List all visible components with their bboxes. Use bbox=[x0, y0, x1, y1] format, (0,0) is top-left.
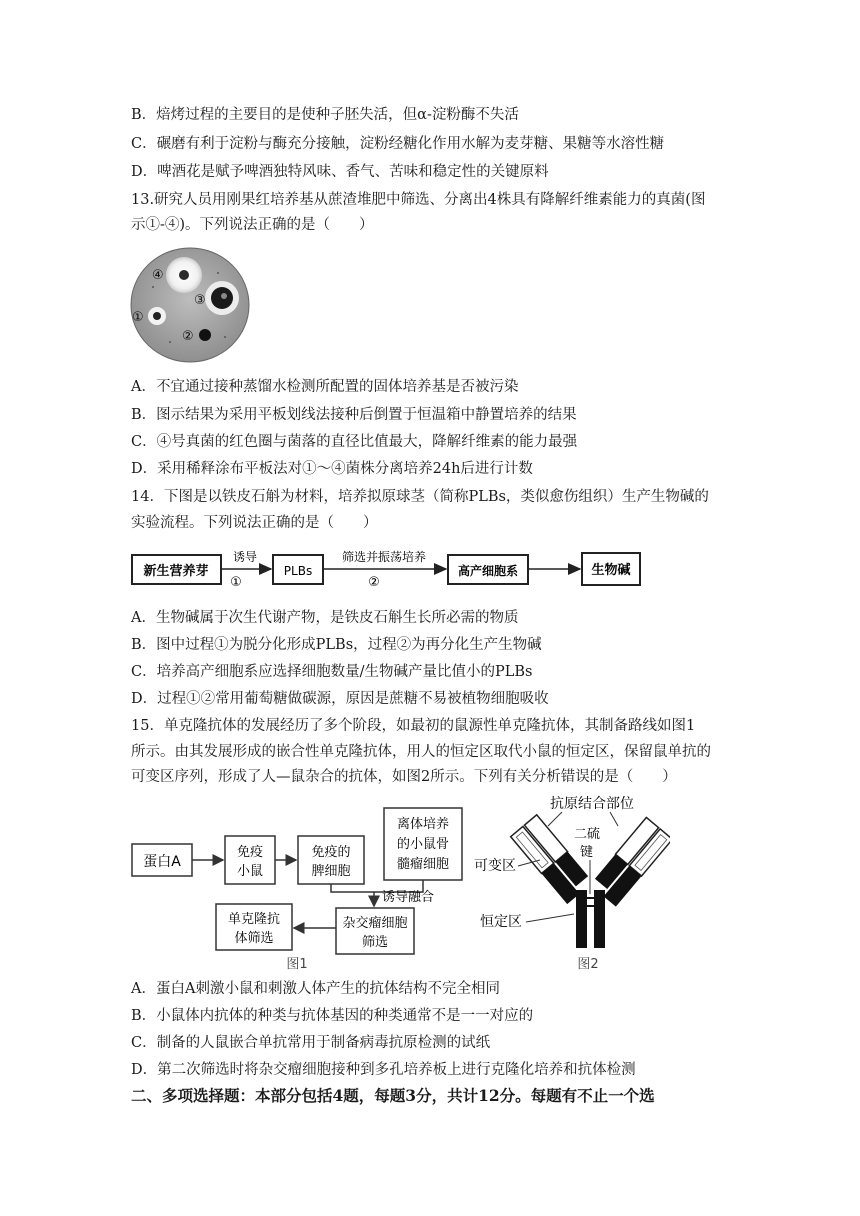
dish-label-4: ④ bbox=[152, 268, 164, 283]
q13-option-a: A．不宜通过接种蒸馏水检测所配置的固体培养基是否被污染 bbox=[131, 379, 519, 395]
fig1-hybrid-l1: 杂交瘤细胞 bbox=[342, 916, 408, 931]
flow-arrow2-top: 筛选并振荡培养 bbox=[341, 550, 427, 564]
q15-option-d: D．第二次筛选时将杂交瘤细胞接种到多孔培养板上进行克隆化培养和抗体检测 bbox=[131, 1062, 636, 1078]
q12-option-c: C．碾磨有利于淀粉与酶充分接触，淀粉经糖化作用水解为麦芽糖、果糖等水溶性糖 bbox=[131, 136, 665, 152]
fig1-caption: 图1 bbox=[286, 957, 308, 972]
flow-arrow1-top: 诱导 bbox=[232, 550, 258, 564]
q15-option-a: A．蛋白A刺激小鼠和刺激人体产生的抗体结构不完全相同 bbox=[131, 981, 500, 997]
section-2-heading: 二、多项选择题：本部分包括4题，每题3分，共计12分。每题有不止一个选 bbox=[131, 1086, 655, 1105]
petri-dish-figure bbox=[130, 247, 250, 365]
fig1-hybrid-l2: 筛选 bbox=[361, 935, 389, 950]
fig1-myeloma-l3: 髓瘤细胞 bbox=[396, 857, 450, 872]
fig1-mouse-l2: 小鼠 bbox=[236, 864, 264, 879]
figure-1-flowchart bbox=[130, 800, 480, 972]
fig1-mouse-l1: 免疫 bbox=[236, 845, 264, 860]
plb-flowchart bbox=[130, 545, 645, 593]
dish-label-1: ① bbox=[132, 310, 144, 325]
fig2-constant-label: 恒定区 bbox=[480, 914, 522, 930]
flow-box-plbs-label: PLBs bbox=[283, 564, 313, 578]
flow-box-highline-label: 高产细胞系 bbox=[457, 564, 519, 578]
colony-1 bbox=[153, 312, 161, 320]
q14-option-b: B．图中过程①为脱分化形成PLBs，过程②为再分化生产生物碱 bbox=[131, 637, 542, 653]
flow-box-alkaloid-label: 生物碱 bbox=[591, 563, 631, 578]
q13-option-d: D．采用稀释涂布平板法对①～④菌株分离培养24h后进行计数 bbox=[131, 461, 533, 477]
flow-arrow1-bottom: ① bbox=[230, 575, 242, 590]
colony-4 bbox=[179, 270, 189, 280]
q12-option-d: D．啤酒花是赋予啤酒独特风味、香气、苦味和稳定性的关键原料 bbox=[131, 164, 549, 180]
q15-stem-line3: 可变区序列，形成了人—鼠杂合的抗体，如图2所示。下列有关分析错误的是（ ） bbox=[131, 769, 677, 785]
q14-option-c: C．培养高产细胞系应选择细胞数量/生物碱产量比值小的PLBs bbox=[131, 664, 533, 680]
fig1-myeloma-l2: 的小鼠骨 bbox=[396, 837, 450, 852]
colony-2 bbox=[199, 329, 211, 341]
dish-label-2: ② bbox=[182, 329, 194, 344]
fig1-protein-label: 蛋白A bbox=[143, 854, 181, 870]
q15-stem-line1: 15．单克隆抗体的发展经历了多个阶段，如最初的鼠源性单克隆抗体，其制备路线如图1 bbox=[131, 718, 696, 734]
fig2-disulfide-l1: 二硫 bbox=[574, 827, 601, 842]
fig1-fusion-label: 诱导融合 bbox=[382, 890, 435, 905]
q15-stem-line2: 所示。由其发展形成的嵌合性单克隆抗体，用人的恒定区取代小鼠的恒定区，保留鼠单抗的 bbox=[131, 744, 711, 760]
q14-stem-line2: 实验流程。下列说法正确的是（ ） bbox=[131, 515, 378, 531]
fig2-stem-left bbox=[576, 890, 587, 948]
flow-arrow2-bottom: ② bbox=[368, 575, 380, 590]
q14-stem-line1: 14．下图是以铁皮石斛为材料，培养拟原球茎（简称PLBs，类似愈伤组织）生产生物碱的 bbox=[131, 489, 709, 505]
fig1-spleen-l2: 脾细胞 bbox=[311, 864, 351, 879]
flow-box-buds-label: 新生营养芽 bbox=[143, 564, 209, 579]
fig2-binding-label: 抗原结合部位 bbox=[550, 796, 634, 812]
dish-label-3: ③ bbox=[194, 293, 206, 308]
fig1-myeloma-l1: 离体培养 bbox=[396, 817, 450, 832]
fig1-screen-l1: 单克隆抗 bbox=[227, 912, 281, 927]
fig2-disulfide-l2: 键 bbox=[580, 845, 594, 860]
fig2-stem-right bbox=[594, 890, 605, 948]
fig1-spleen-l1: 免疫的 bbox=[311, 845, 351, 860]
fig2-variable-label: 可变区 bbox=[474, 858, 516, 874]
q13-stem-line1: 13.研究人员用刚果红培养基从蔗渣堆肥中筛选、分离出4株具有降解纤维素能力的真菌(图 bbox=[131, 192, 706, 208]
figure-2-antibody bbox=[470, 786, 670, 974]
fig2-caption: 图2 bbox=[577, 957, 599, 972]
q14-option-d: D．过程①②常用葡萄糖做碳源，原因是蔗糖不易被植物细胞吸收 bbox=[131, 691, 549, 707]
q13-option-c: C．④号真菌的红色圈与菌落的直径比值最大，降解纤维素的能力最强 bbox=[131, 434, 578, 450]
fig1-screen-l2: 体筛选 bbox=[234, 931, 274, 946]
q14-option-a: A．生物碱属于次生代谢产物，是铁皮石斛生长所必需的物质 bbox=[131, 610, 519, 626]
q15-option-b: B．小鼠体内抗体的种类与抗体基因的种类通常不是一一对应的 bbox=[131, 1008, 534, 1024]
q15-option-c: C．制备的人鼠嵌合单抗常用于制备病毒抗原检测的试纸 bbox=[131, 1035, 491, 1051]
q13-stem-line2: 示①-④)。下列说法正确的是（ ） bbox=[131, 217, 374, 233]
q13-option-b: B．图示结果为采用平板划线法接种后倒置于恒温箱中静置培养的结果 bbox=[131, 407, 577, 423]
q12-option-b: B．焙烤过程的主要目的是使种子胚失活，但α-淀粉酶不失活 bbox=[131, 107, 519, 123]
